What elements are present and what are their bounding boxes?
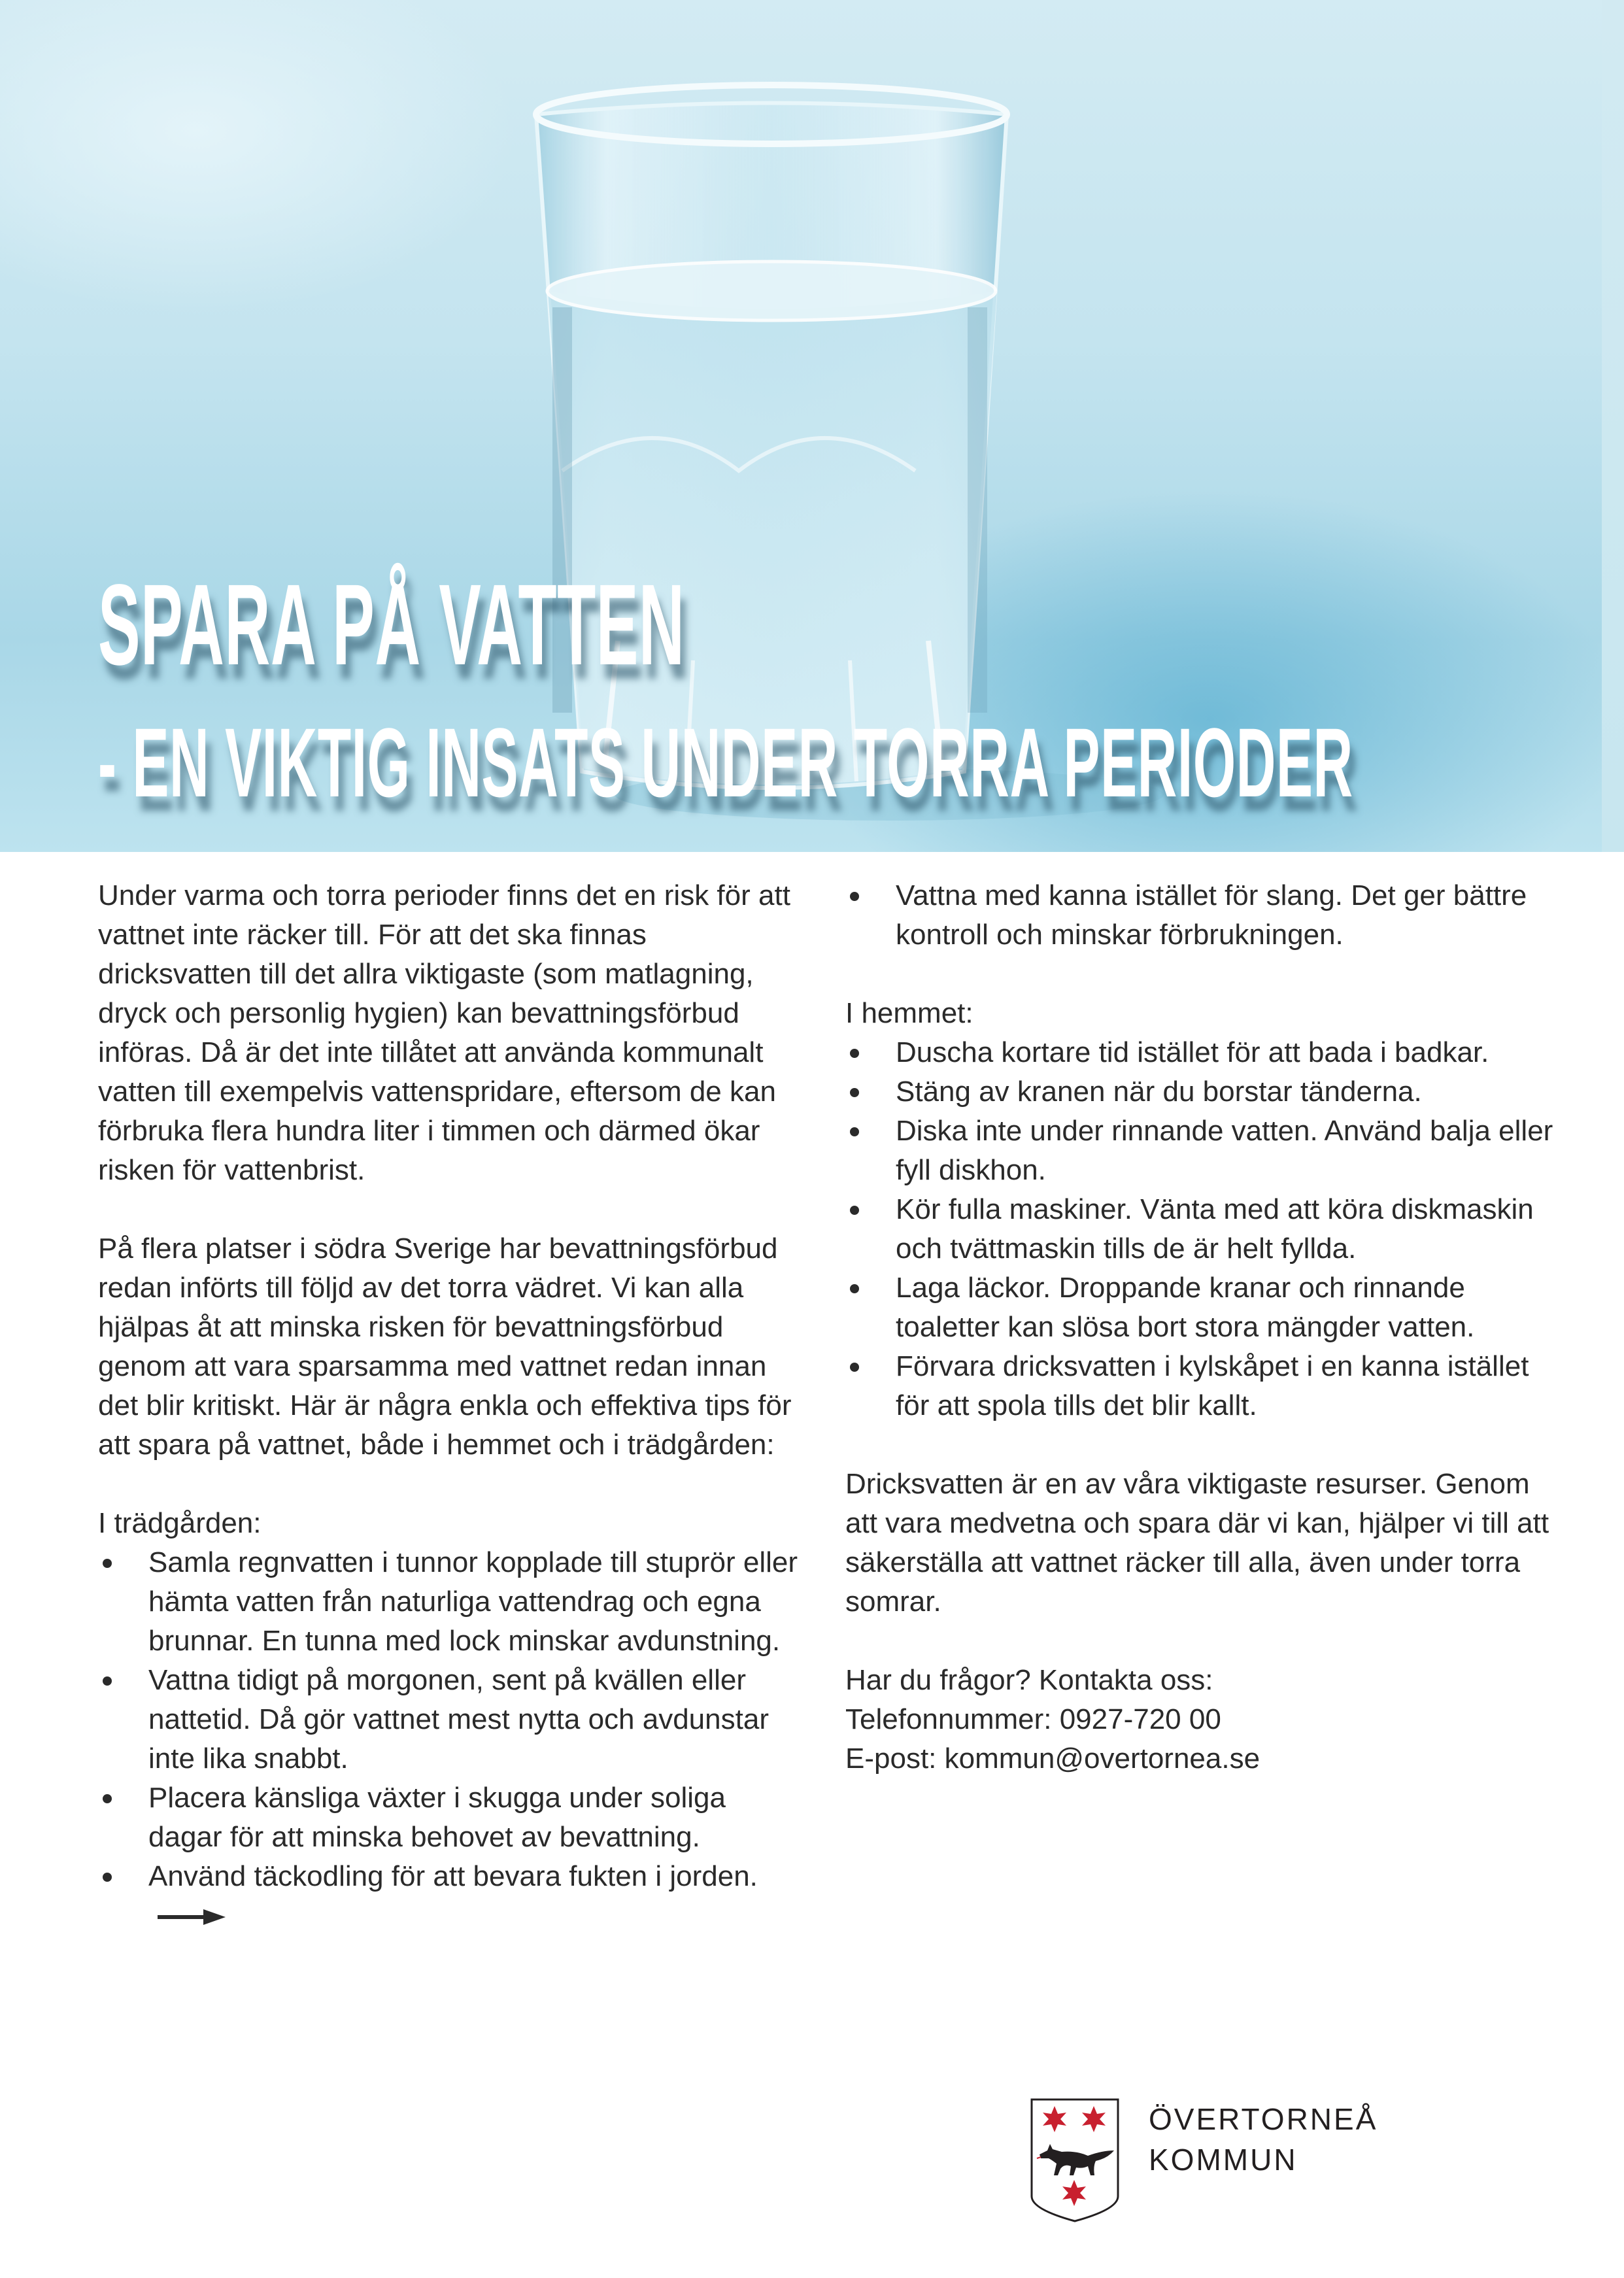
- left-column: [98, 876, 804, 1935]
- bullet-icon: [103, 1873, 112, 1882]
- right-column: [845, 876, 1558, 1778]
- bullet-icon: [850, 1049, 859, 1058]
- hero-edge-strip: [1602, 0, 1624, 852]
- bullet-icon: [850, 1206, 859, 1215]
- logo-wordmark: [1149, 2099, 1378, 2180]
- list-item: [845, 1190, 1558, 1268]
- garden-tips-list: [98, 1543, 804, 1935]
- bullet-icon: [850, 892, 859, 901]
- list-item: [845, 1072, 1558, 1112]
- list-item: [98, 1857, 804, 1935]
- tip-text: Använd täckodling för att bevara fukten i jorden.: [148, 1860, 758, 1892]
- list-item: [845, 1112, 1558, 1190]
- list-item: [98, 1661, 804, 1778]
- list-item: [845, 1033, 1558, 1072]
- right-arrow-icon: [158, 1909, 226, 1925]
- home-heading: I hemmet:: [845, 997, 973, 1029]
- phone-number[interactable]: Telefonnummer: 0927-720 00: [845, 1703, 1221, 1735]
- email-address[interactable]: E-post: kommun@overtornea.se: [845, 1742, 1260, 1775]
- logo-line-2: KOMMUN: [1149, 2143, 1298, 2177]
- home-tips-list: [845, 1033, 1558, 1425]
- list-item: [98, 1778, 804, 1857]
- tip-text: Vattna med kanna istället för slang. Det ger bättre kontroll och minskar förbrukningen.: [896, 879, 1527, 951]
- list-item: [845, 1347, 1558, 1425]
- tip-text: Placera känsliga växter i skugga under soliga dagar för att minska behovet av bevattning.: [148, 1782, 726, 1853]
- bullet-icon: [850, 1284, 859, 1293]
- bullet-icon: [103, 1676, 112, 1686]
- context-paragraph: På flera platser i södra Sverige har bevattningsförbud redan införts till följd av det torra vädret. Vi kan alla hjälpas åt att minska risken för bevattningsförbud genom att vara sparsamma med vattnet redan innan det blir kritiskt. Här är några enkla och effektiva tips för att spara på vattnet, både i hemmet och i trädgården:: [98, 1232, 792, 1461]
- bullet-icon: [103, 1559, 112, 1568]
- garden-heading: I trädgården:: [98, 1507, 262, 1539]
- tip-text: Vattna tidigt på morgonen, sent på kvällen eller nattetid. Då gör vattnet mest nytta och avdunstar inte lika snabbt.: [148, 1664, 769, 1775]
- title-line-1: SPARA PÅ VATTEN: [98, 561, 685, 689]
- tip-text: Laga läckor. Droppande kranar och rinnande toaletter kan slösa bort stora mängder vatten.: [896, 1272, 1475, 1343]
- closing-paragraph: Dricksvatten är en av våra viktigaste resurser. Genom att vara medvetna och spara där vi kan, hjälper vi till att säkerställa att vattnet räcker till alla, även under torra somrar.: [845, 1468, 1549, 1618]
- bullet-icon: [850, 1088, 859, 1097]
- garden-tips-continued-list: [845, 876, 1558, 955]
- contact-heading: Har du frågor? Kontakta oss:: [845, 1664, 1213, 1696]
- tip-text: Duscha kortare tid istället för att bada i badkar.: [896, 1036, 1489, 1068]
- title-line-2: - EN VIKTIG INSATS UNDER TORRA PERIODER: [98, 707, 1353, 817]
- tip-text: Samla regnvatten i tunnor kopplade till stuprör eller hämta vatten från naturliga vattendrag och egna brunnar. En tunna med lock minskar avdunstning.: [148, 1546, 798, 1657]
- list-item: [845, 1268, 1558, 1347]
- intro-paragraph: Under varma och torra perioder finns det en risk för att vattnet inte räcker till. För att det ska finnas dricksvatten till det allra viktigaste (som matlagning, dryck och personlig hygien) kan bevattningsförbud införas. Då är det inte tillåtet att använda kommunalt vatten till exempelvis vattenspridare, eftersom de kan förbruka flera hundra liter i timmen och därmed ökar risken för vattenbrist.: [98, 879, 790, 1186]
- tip-text: Kör fulla maskiner. Vänta med att köra diskmaskin och tvättmaskin tills de är helt fyllda.: [896, 1193, 1534, 1265]
- tip-text: Förvara dricksvatten i kylskåpet i en kanna istället för att spola tills det blir kallt.: [896, 1350, 1529, 1421]
- logo-line-1: ÖVERTORNEÅ: [1149, 2102, 1378, 2136]
- bullet-icon: [850, 1127, 859, 1136]
- bullet-icon: [850, 1363, 859, 1372]
- tip-text: Stäng av kranen när du borstar tänderna.: [896, 1076, 1422, 1108]
- hero-image: [0, 0, 1602, 852]
- bullet-icon: [103, 1794, 112, 1803]
- list-item: [845, 876, 1558, 955]
- tip-text: Diska inte under rinnande vatten. Använd balja eller fyll diskhon.: [896, 1115, 1553, 1186]
- list-item: [98, 1543, 804, 1661]
